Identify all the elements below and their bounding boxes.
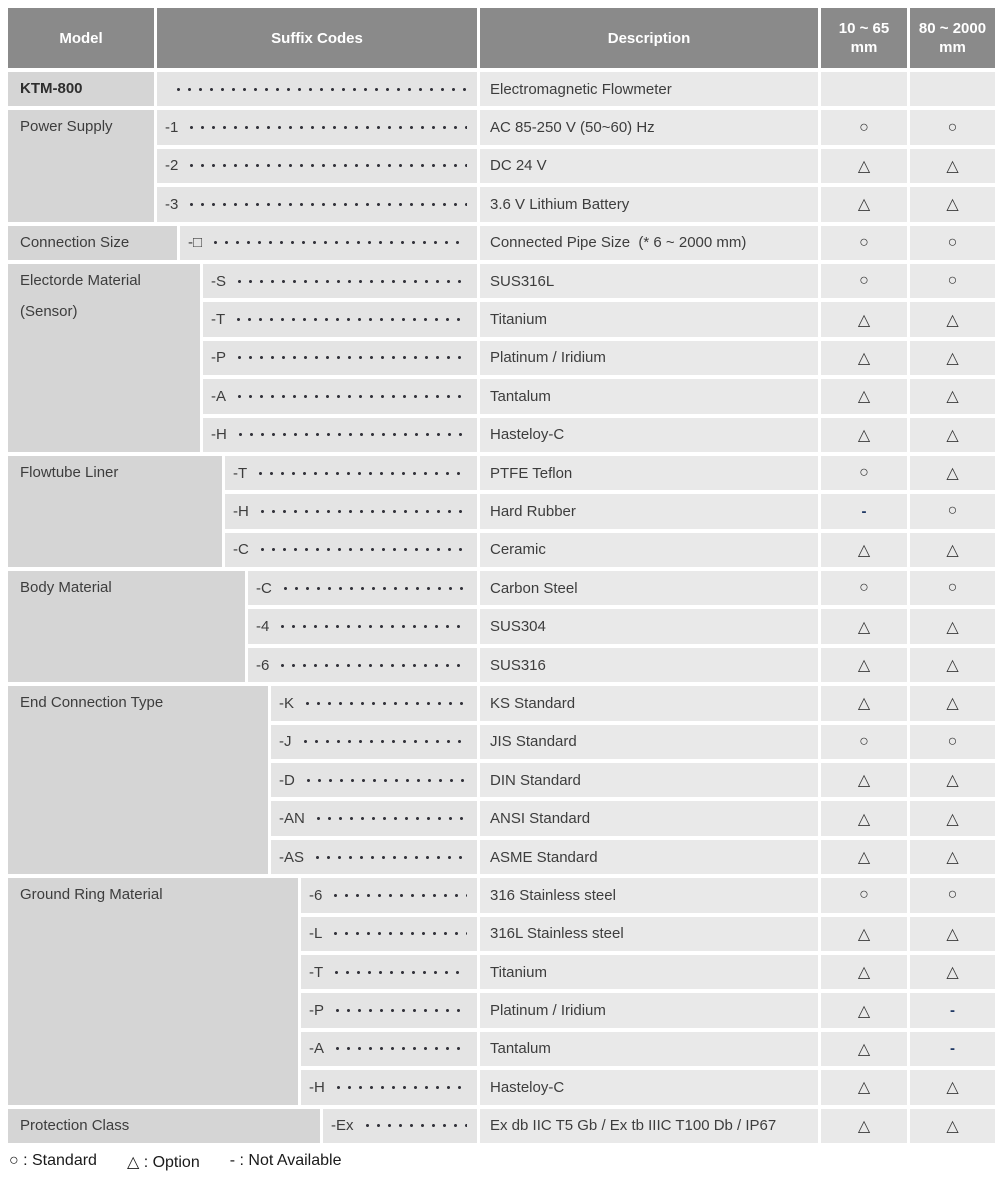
description-cell: Electromagnetic Flowmeter [480, 72, 818, 106]
availability-large-cell [910, 72, 995, 106]
availability-large-cell: △ [910, 648, 995, 682]
section-label-subtext: (Sensor) [20, 302, 78, 320]
suffix-code: -1 [165, 119, 179, 137]
dot-leader [234, 264, 467, 298]
availability-small-cell: ○ [821, 110, 907, 144]
suffix-code: -D [279, 771, 295, 789]
availability-small-cell: △ [821, 763, 907, 797]
availability-large-cell: △ [910, 341, 995, 375]
section-power-supply [8, 110, 996, 221]
availability-large-cell: - [910, 1032, 995, 1066]
section-label-text: Body Material [20, 579, 112, 597]
availability-small-cell: △ [821, 1070, 907, 1104]
table-row [301, 917, 995, 951]
range-large-line1: 80 ~ 2000 [918, 20, 987, 37]
suffix-code: -H [233, 502, 249, 520]
suffix-code-cell [271, 686, 477, 720]
availability-large-cell: ○ [910, 226, 995, 260]
dot-leader [333, 1070, 467, 1104]
availability-small-cell: △ [821, 302, 907, 336]
section-electrode-material [8, 264, 996, 452]
suffix-code: -P [211, 349, 226, 367]
section-label-text: Flowtube Liner [20, 463, 119, 481]
suffix-code-cell [271, 725, 477, 759]
dot-leader [255, 456, 467, 490]
dot-leader [312, 840, 467, 874]
table-row [203, 341, 995, 375]
suffix-code: -C [256, 579, 272, 597]
description-cell: Titanium [480, 955, 818, 989]
dot-leader [362, 1109, 468, 1143]
legend-item-not-available: - : Not Available [229, 1151, 342, 1169]
suffix-code: -H [309, 1078, 325, 1096]
suffix-code-cell [225, 456, 477, 490]
availability-small-cell: △ [821, 418, 907, 452]
section-label-power-supply [8, 110, 154, 221]
section-label-text: End Connection Type [20, 694, 164, 712]
description-cell: ANSI Standard [480, 801, 818, 835]
section-label-text: Ground Ring Material [20, 886, 163, 904]
suffix-code: -AN [279, 810, 305, 828]
legend-item-standard: ○ : Standard [9, 1151, 97, 1169]
availability-large-cell: △ [910, 533, 995, 567]
availability-large-cell: △ [910, 801, 995, 835]
availability-small-cell: △ [821, 379, 907, 413]
suffix-code: -Ex [331, 1117, 354, 1135]
availability-large-cell: ○ [910, 264, 995, 298]
dot-leader [277, 609, 467, 643]
suffix-code-cell [248, 609, 477, 643]
dot-leader [173, 72, 467, 106]
availability-small-cell: ○ [821, 571, 907, 605]
description-cell: Hasteloy-C [480, 418, 818, 452]
dot-leader [234, 379, 467, 413]
table-row [271, 801, 995, 835]
availability-small-cell: ○ [821, 226, 907, 260]
table-row [248, 571, 995, 605]
description-cell: SUS316 [480, 648, 818, 682]
availability-small-cell: △ [821, 1109, 907, 1143]
suffix-code: -6 [256, 656, 270, 674]
suffix-code-cell [203, 341, 477, 375]
table-row [225, 533, 995, 567]
description-cell: 316 Stainless steel [480, 878, 818, 912]
suffix-code: -□ [188, 234, 203, 252]
dot-leader [302, 686, 467, 720]
suffix-code-cell [157, 187, 477, 221]
section-label-end-connection-type [8, 686, 268, 874]
availability-large-cell: ○ [910, 878, 995, 912]
suffix-code: -A [211, 387, 226, 405]
dot-leader [332, 1032, 467, 1066]
availability-small-cell: - [821, 494, 907, 528]
suffix-code: -6 [309, 886, 323, 904]
section-label-text: Protection Class [20, 1116, 130, 1134]
suffix-code-cell [301, 917, 477, 951]
description-cell: ASME Standard [480, 840, 818, 874]
suffix-code-cell [203, 264, 477, 298]
header-cell-range-small [821, 8, 907, 68]
availability-large-cell: △ [910, 302, 995, 336]
dot-leader [235, 418, 467, 452]
table-header-row [8, 8, 996, 68]
header-cell-suffix-codes: Suffix Codes [157, 8, 477, 68]
description-cell: SUS304 [480, 609, 818, 643]
suffix-code-cell [301, 1032, 477, 1066]
description-cell: Titanium [480, 302, 818, 336]
section-label-connection-size [8, 226, 177, 260]
suffix-code: -S [211, 272, 226, 290]
availability-large-cell: △ [910, 379, 995, 413]
suffix-code-cell [225, 533, 477, 567]
dot-leader [332, 993, 467, 1027]
range-small-line2: mm [850, 39, 878, 56]
table-row [301, 878, 995, 912]
description-cell: 3.6 V Lithium Battery [480, 187, 818, 221]
dot-leader [257, 533, 467, 567]
dot-leader [303, 763, 467, 797]
table-row [157, 110, 995, 144]
suffix-code: -4 [256, 618, 270, 636]
availability-large-cell: ○ [910, 494, 995, 528]
suffix-code: -2 [165, 157, 179, 175]
dot-leader [186, 187, 467, 221]
section-label-text: Connection Size [20, 233, 130, 251]
table-row [248, 609, 995, 643]
range-large-line2: mm [939, 39, 966, 56]
dot-leader [234, 341, 467, 375]
section-protection-class [8, 1109, 996, 1143]
availability-small-cell: △ [821, 533, 907, 567]
section-label-electrode-material [8, 264, 200, 452]
dot-leader [280, 571, 467, 605]
availability-small-cell: ○ [821, 264, 907, 298]
suffix-code: -T [233, 464, 248, 482]
suffix-code-cell [301, 1070, 477, 1104]
suffix-code-cell [248, 648, 477, 682]
table-row [301, 993, 995, 1027]
suffix-code-cell [271, 840, 477, 874]
suffix-code: -H [211, 426, 227, 444]
availability-small-cell: ○ [821, 725, 907, 759]
suffix-code: -K [279, 694, 294, 712]
description-cell: DC 24 V [480, 149, 818, 183]
dot-leader [257, 494, 467, 528]
table-row [203, 379, 995, 413]
description-cell: Connected Pipe Size (* 6 ~ 2000 mm) [480, 226, 818, 260]
table-row [301, 955, 995, 989]
dot-leader [313, 801, 467, 835]
header-cell-description: Description [480, 8, 818, 68]
availability-small-cell: △ [821, 801, 907, 835]
suffix-code-cell [180, 226, 477, 260]
availability-small-cell: △ [821, 341, 907, 375]
availability-large-cell: △ [910, 917, 995, 951]
suffix-code-cell [157, 72, 477, 106]
availability-large-cell: △ [910, 1070, 995, 1104]
table-row [301, 1032, 995, 1066]
dot-leader [330, 917, 467, 951]
availability-large-cell: △ [910, 686, 995, 720]
section-label-flowtube-liner [8, 456, 222, 567]
suffix-code-cell [203, 379, 477, 413]
suffix-code-cell [271, 801, 477, 835]
table-row [180, 226, 995, 260]
availability-small-cell: △ [821, 917, 907, 951]
range-small-line1: 10 ~ 65 [838, 20, 890, 37]
description-cell: Hasteloy-C [480, 1070, 818, 1104]
description-cell: Tantalum [480, 379, 818, 413]
availability-small-cell: △ [821, 609, 907, 643]
availability-large-cell: △ [910, 149, 995, 183]
table-row [301, 1070, 995, 1104]
table-row [271, 686, 995, 720]
section-ground-ring-material [8, 878, 996, 1104]
table-row [248, 648, 995, 682]
availability-large-cell: △ [910, 418, 995, 452]
suffix-code-cell [157, 110, 477, 144]
suffix-code-cell [301, 878, 477, 912]
legend [8, 1152, 996, 1172]
suffix-code-cell [301, 955, 477, 989]
description-cell: Ceramic [480, 533, 818, 567]
table-row [271, 763, 995, 797]
section-label-text: Power Supply [20, 118, 113, 136]
table-row [157, 72, 995, 106]
suffix-code-cell [271, 763, 477, 797]
dot-leader [233, 302, 467, 336]
availability-large-cell: △ [910, 840, 995, 874]
availability-small-cell: ○ [821, 878, 907, 912]
availability-small-cell: △ [821, 993, 907, 1027]
description-cell: DIN Standard [480, 763, 818, 797]
table-row [323, 1109, 995, 1143]
header-cell-model: Model [8, 8, 154, 68]
section-body-material [8, 571, 996, 682]
section-model [8, 72, 996, 106]
availability-large-cell: △ [910, 763, 995, 797]
suffix-code: -L [309, 925, 323, 943]
dot-leader [186, 110, 467, 144]
availability-large-cell: △ [910, 187, 995, 221]
suffix-code-cell [203, 418, 477, 452]
description-cell: PTFE Teflon [480, 456, 818, 490]
availability-small-cell: △ [821, 840, 907, 874]
suffix-code-cell [301, 993, 477, 1027]
description-cell: Platinum / Iridium [480, 993, 818, 1027]
suffix-code: -AS [279, 848, 305, 866]
table-row [203, 264, 995, 298]
dot-leader [331, 955, 467, 989]
suffix-code-cell [157, 149, 477, 183]
availability-small-cell: △ [821, 686, 907, 720]
description-cell: SUS316L [480, 264, 818, 298]
availability-large-cell: ○ [910, 110, 995, 144]
table-row [203, 302, 995, 336]
availability-large-cell: △ [910, 1109, 995, 1143]
section-label-text: KTM-800 [20, 80, 83, 97]
legend-item-option: △ : Option [126, 1153, 200, 1171]
availability-small-cell: △ [821, 187, 907, 221]
description-cell: Ex db IIC T5 Gb / Ex tb IIIC T100 Db / IP67 [480, 1109, 818, 1143]
availability-large-cell: - [910, 993, 995, 1027]
dot-leader [300, 725, 468, 759]
suffix-code: -3 [165, 195, 179, 213]
description-cell: Hard Rubber [480, 494, 818, 528]
section-end-connection-type [8, 686, 996, 874]
description-cell: Platinum / Iridium [480, 341, 818, 375]
suffix-code-cell [323, 1109, 477, 1143]
section-label-ground-ring-material [8, 878, 298, 1104]
table-row [271, 840, 995, 874]
availability-small-cell [821, 72, 907, 106]
section-label-model [8, 72, 154, 106]
availability-large-cell: △ [910, 609, 995, 643]
header-cell-range-large [910, 8, 995, 68]
dot-leader [210, 226, 467, 260]
section-label-text: Electorde Material [20, 271, 141, 289]
table-row [225, 456, 995, 490]
suffix-code: -T [309, 963, 324, 981]
availability-large-cell: ○ [910, 725, 995, 759]
suffix-code: -P [309, 1002, 324, 1020]
suffix-code: -A [309, 1040, 324, 1058]
availability-small-cell: △ [821, 648, 907, 682]
suffix-code-cell [225, 494, 477, 528]
description-cell: AC 85-250 V (50~60) Hz [480, 110, 818, 144]
availability-small-cell: ○ [821, 456, 907, 490]
table-row [225, 494, 995, 528]
description-cell: 316L Stainless steel [480, 917, 818, 951]
suffix-code: -C [233, 541, 249, 559]
section-label-protection-class [8, 1109, 320, 1143]
suffix-code: -T [211, 311, 226, 329]
suffix-code-cell [203, 302, 477, 336]
dot-leader [330, 878, 467, 912]
table-row [157, 149, 995, 183]
section-connection-size [8, 226, 996, 260]
availability-large-cell: △ [910, 955, 995, 989]
availability-large-cell: ○ [910, 571, 995, 605]
availability-large-cell: △ [910, 456, 995, 490]
availability-small-cell: △ [821, 149, 907, 183]
table-row [157, 187, 995, 221]
table-row [271, 725, 995, 759]
description-cell: Tantalum [480, 1032, 818, 1066]
description-cell: KS Standard [480, 686, 818, 720]
description-cell: Carbon Steel [480, 571, 818, 605]
description-cell: JIS Standard [480, 725, 818, 759]
availability-small-cell: △ [821, 955, 907, 989]
suffix-code-cell [248, 571, 477, 605]
table-row [203, 418, 995, 452]
suffix-code: -J [279, 733, 292, 751]
dot-leader [277, 648, 467, 682]
availability-small-cell: △ [821, 1032, 907, 1066]
dot-leader [186, 149, 467, 183]
section-flowtube-liner [8, 456, 996, 567]
section-label-body-material [8, 571, 245, 682]
